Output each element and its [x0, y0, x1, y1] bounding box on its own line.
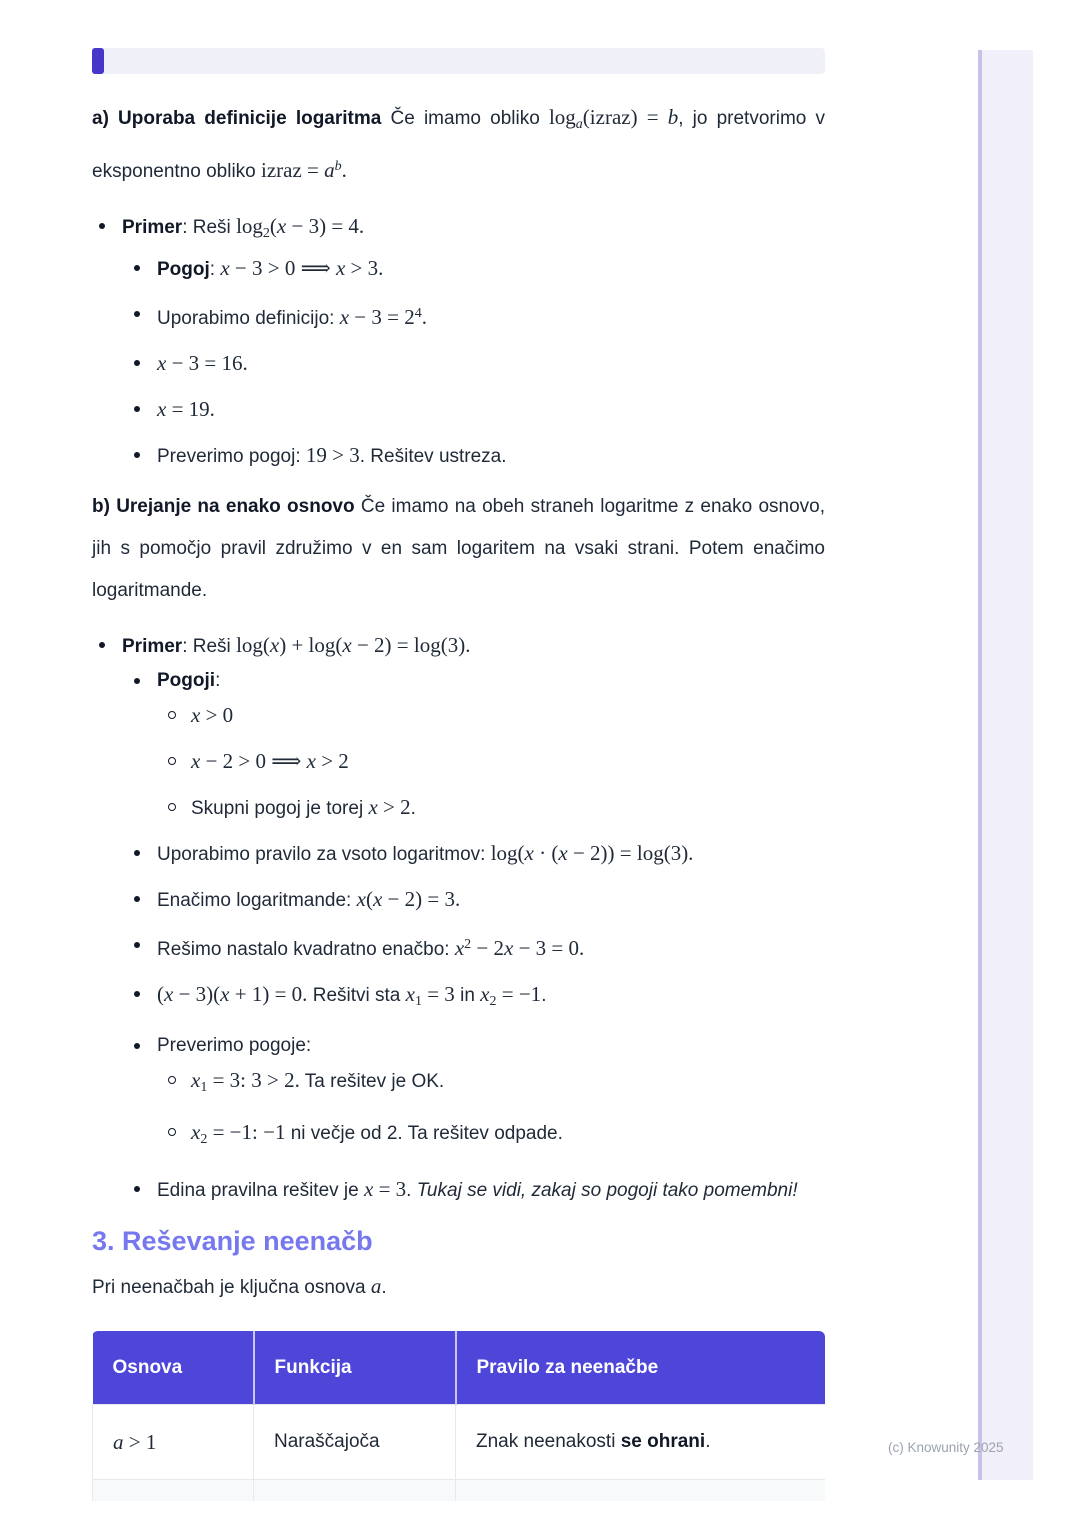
table-header-pravilo: Pravilo za neenačbe [456, 1331, 826, 1405]
table-row-partial [93, 1480, 826, 1502]
list-item [92, 700, 825, 732]
list-item [92, 1031, 825, 1061]
section-heading: 3. Reševanje neenačb [92, 1226, 373, 1256]
list-item [92, 253, 825, 285]
watermark: (c) Knowunity 2025 [888, 1440, 1004, 1455]
list-item [92, 666, 825, 696]
bullet-icon [132, 930, 157, 965]
cell-osnova: a > 1 [93, 1405, 254, 1480]
list-item-text: Primer: Reši $\log_2(x - 3) = 4$. [122, 214, 365, 241]
list-item [92, 979, 825, 1017]
circle-bullet-icon [166, 1117, 191, 1155]
circle-bullet-icon [166, 1065, 191, 1103]
list-item-text: x = 19. [157, 397, 215, 421]
callout-stub [92, 48, 825, 74]
list-item [92, 1169, 825, 1211]
cell-empty [93, 1480, 254, 1502]
bullet-list-example2 [92, 630, 825, 1211]
bullet-icon [132, 1031, 157, 1061]
list-item-text: Pogoji: [157, 670, 221, 691]
list-item-text: x − 3 = 16. [157, 351, 248, 375]
bullet-icon [132, 838, 157, 870]
list-item-text: Primer: Reši log(x) + log(x − 2) = log(3). [122, 633, 471, 657]
list-item-text: $x_2 = -1$: −1 ni večje od 2. Ta rešitev odpade. [191, 1120, 563, 1147]
list-item-text: Skupni pogoj je torej x > 2. [191, 795, 416, 819]
rules-table [92, 1331, 825, 1501]
list-item-text: Uporabimo definicijo: $x - 3 = 2^4$. [157, 305, 427, 329]
list-item-text: $x_1 = 3$: 3 > 2. Ta rešitev je OK. [191, 1068, 445, 1095]
list-item [92, 746, 825, 778]
rules-table-wrap [92, 1331, 825, 1501]
callout-accent-bar [92, 48, 104, 74]
list-item-text: x > 0 [191, 703, 234, 727]
list-item [92, 299, 825, 334]
list-item [92, 792, 825, 824]
bullet-icon [132, 253, 157, 285]
cell-funkcija: Naraščajoča [254, 1405, 456, 1480]
cell-empty [456, 1480, 826, 1502]
list-item-text: Pogoj: x − 3 > 0 ⟹ x > 3. [157, 256, 384, 280]
list-item [92, 1117, 825, 1155]
list-item [92, 930, 825, 965]
list-item [92, 630, 825, 662]
content-column [92, 0, 825, 1501]
paragraph-osnova: Pri neenačbah je ključna osnova a. [92, 1274, 387, 1298]
circle-bullet-icon [166, 792, 191, 824]
list-item-text: Preverimo pogoje: [157, 1035, 312, 1056]
list-item-text: x − 2 > 0 ⟹ x > 2 [191, 749, 349, 773]
list-item-text: Edina pravilna rešitev je x = 3. Tukaj se vidi, zakaj so pogoji tako pomembni! [157, 1177, 798, 1201]
list-item-text: Rešimo nastalo kvadratno enačbo: $x^2 - 2x - 3 = 0$. [157, 936, 585, 960]
bullet-icon [132, 348, 157, 380]
table-header-osnova: Osnova [93, 1331, 254, 1405]
bullet-icon [132, 666, 157, 696]
bullet-icon [132, 394, 157, 426]
list-item-text: (x − 3)(x + 1) = 0. Rešitvi sta $x_1 = 3$ in $x_2 = -1$. [157, 982, 547, 1009]
list-item [92, 838, 825, 870]
list-item-text: Preverimo pogoj: 19 > 3. Rešitev ustreza. [157, 443, 507, 467]
bullet-icon [97, 630, 122, 662]
list-item [92, 440, 825, 472]
list-item [92, 884, 825, 916]
bullet-icon [97, 211, 122, 249]
list-item-text: Uporabimo pravilo za vsoto logaritmov: log(x · (x − 2)) = log(3). [157, 841, 694, 865]
cell-empty [254, 1480, 456, 1502]
list-item [92, 394, 825, 426]
paragraph-same-base: b) Urejanje na enako osnovo Če imamo na obeh straneh logaritme z enako osnovo, jih s pomočjo pravil združimo v en sam logaritem na vsaki strani. Potem enačimo logaritmande. [92, 496, 825, 601]
bullet-icon [132, 440, 157, 472]
list-item-text: Enačimo logaritmande: x(x − 2) = 3. [157, 887, 461, 911]
list-item [92, 1065, 825, 1103]
table-header-funkcija: Funkcija [254, 1331, 456, 1405]
paragraph-definition-log: a) Uporaba definicije logaritma Če imamo obliko $\log_a(izraz) = b$, jo pretvorimo v eksponentno obliko izraz = $a^b$. [92, 105, 826, 182]
circle-bullet-icon [166, 700, 191, 732]
bullet-icon [132, 979, 157, 1017]
table-row [93, 1405, 826, 1480]
bullet-icon [132, 1169, 157, 1211]
next-page-edge-strip [978, 50, 1033, 1480]
list-item [92, 348, 825, 380]
table-header-row [93, 1331, 826, 1405]
list-item [92, 211, 825, 249]
cell-pravilo: Znak neenakosti se ohrani. [456, 1405, 826, 1480]
bullet-icon [132, 299, 157, 334]
circle-bullet-icon [166, 746, 191, 778]
bullet-list-example1 [92, 211, 825, 472]
bullet-icon [132, 884, 157, 916]
